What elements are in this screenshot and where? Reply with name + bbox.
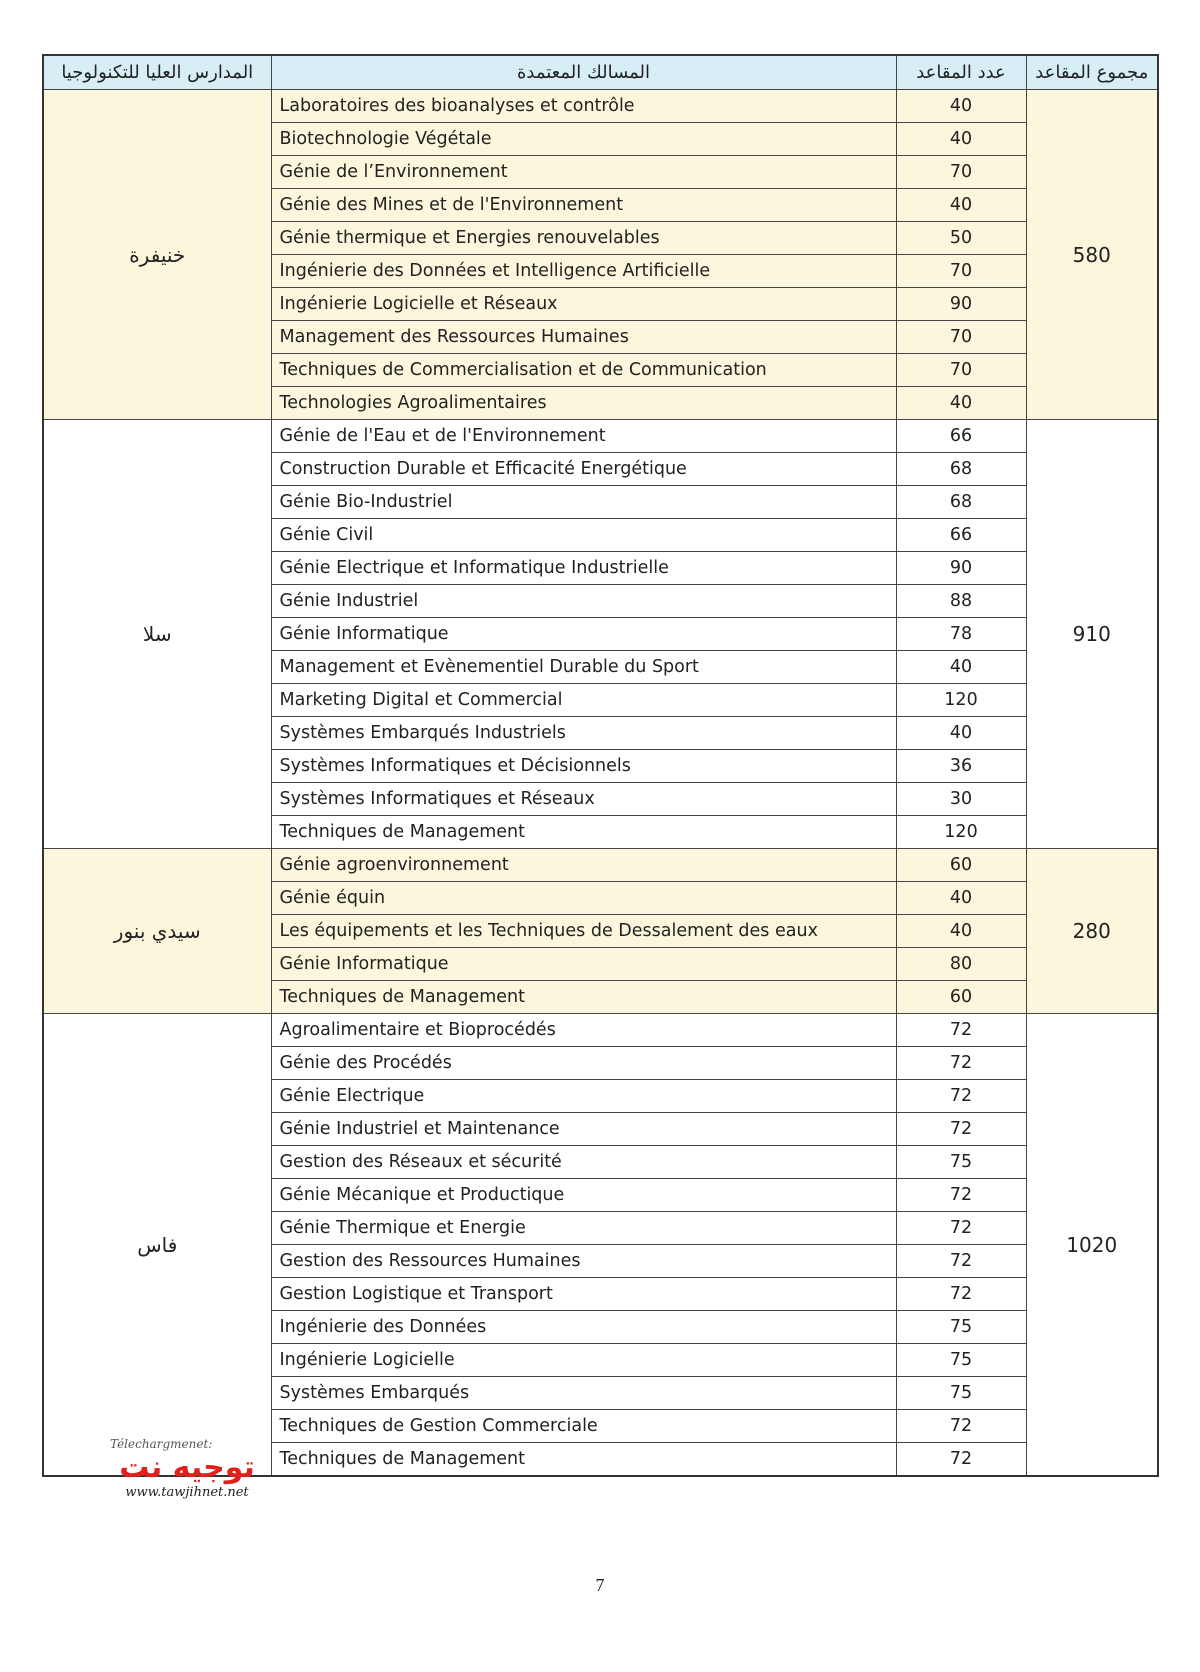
program-name: Génie Civil (271, 519, 896, 552)
program-seats: 60 (896, 981, 1026, 1014)
program-name: Génie Electrique et Informatique Industrielle (271, 552, 896, 585)
program-seats: 66 (896, 519, 1026, 552)
program-seats: 60 (896, 849, 1026, 882)
program-seats: 72 (896, 1113, 1026, 1146)
school-group (43, 90, 1158, 420)
school-total-seats: 280 (1026, 849, 1158, 1014)
program-seats: 68 (896, 453, 1026, 486)
program-seats: 40 (896, 387, 1026, 420)
program-name: Génie des Mines et de l'Environnement (271, 189, 896, 222)
header-school: المدارس العليا للتكنولوجيا (43, 55, 271, 90)
program-name: Techniques de Management (271, 981, 896, 1014)
program-seats: 90 (896, 552, 1026, 585)
program-seats: 40 (896, 882, 1026, 915)
program-name: Génie Mécanique et Productique (271, 1179, 896, 1212)
program-name: Génie Informatique (271, 948, 896, 981)
program-name: Génie agroenvironnement (271, 849, 896, 882)
program-name: Gestion des Ressources Humaines (271, 1245, 896, 1278)
program-name: Génie de l'Eau et de l'Environnement (271, 420, 896, 453)
school-name: فاس (43, 1014, 271, 1477)
program-name: Ingénierie des Données et Intelligence Artificielle (271, 255, 896, 288)
program-seats: 70 (896, 156, 1026, 189)
program-seats: 72 (896, 1212, 1026, 1245)
table-header-row (43, 55, 1158, 90)
program-seats: 66 (896, 420, 1026, 453)
program-name: Management et Evènementiel Durable du Sport (271, 651, 896, 684)
program-seats: 75 (896, 1311, 1026, 1344)
program-name: Techniques de Management (271, 1443, 896, 1477)
school-total-seats: 1020 (1026, 1014, 1158, 1477)
program-seats: 72 (896, 1179, 1026, 1212)
program-seats: 72 (896, 1047, 1026, 1080)
program-seats: 40 (896, 915, 1026, 948)
program-seats: 72 (896, 1080, 1026, 1113)
program-name: Génie Industriel et Maintenance (271, 1113, 896, 1146)
program-name: Génie thermique et Energies renouvelables (271, 222, 896, 255)
program-name: Techniques de Management (271, 816, 896, 849)
table-row (43, 849, 1158, 882)
program-seats: 75 (896, 1146, 1026, 1179)
school-name: خنيفرة (43, 90, 271, 420)
watermark-brand: توجيه نت (119, 1450, 255, 1485)
program-name: Gestion Logistique et Transport (271, 1278, 896, 1311)
watermark-logo (102, 1437, 272, 1500)
program-seats: 40 (896, 90, 1026, 123)
header-total: مجموع المقاعد (1026, 55, 1158, 90)
school-total-seats: 910 (1026, 420, 1158, 849)
table-row (43, 90, 1158, 123)
program-seats: 78 (896, 618, 1026, 651)
seats-table (42, 54, 1159, 1477)
program-name: Génie équin (271, 882, 896, 915)
program-name: Génie Informatique (271, 618, 896, 651)
program-name: Systèmes Embarqués (271, 1377, 896, 1410)
program-seats: 90 (896, 288, 1026, 321)
program-name: Ingénierie des Données (271, 1311, 896, 1344)
program-name: Agroalimentaire et Bioprocédés (271, 1014, 896, 1047)
program-name: Laboratoires des bioanalyses et contrôle (271, 90, 896, 123)
program-seats: 36 (896, 750, 1026, 783)
program-seats: 68 (896, 486, 1026, 519)
program-name: Génie Bio-Industriel (271, 486, 896, 519)
watermark-caption: Télechargmenet: (110, 1437, 213, 1451)
program-name: Techniques de Commercialisation et de Communication (271, 354, 896, 387)
program-name: Management des Ressources Humaines (271, 321, 896, 354)
page-number: 7 (595, 1575, 605, 1595)
school-group (43, 849, 1158, 1014)
program-seats: 75 (896, 1377, 1026, 1410)
program-name: Génie Industriel (271, 585, 896, 618)
program-seats: 72 (896, 1245, 1026, 1278)
program-seats: 75 (896, 1344, 1026, 1377)
program-seats: 88 (896, 585, 1026, 618)
watermark-url: www.tawjihnet.net (125, 1485, 249, 1500)
program-seats: 50 (896, 222, 1026, 255)
program-name: Techniques de Gestion Commerciale (271, 1410, 896, 1443)
program-seats: 80 (896, 948, 1026, 981)
school-group (43, 420, 1158, 849)
program-seats: 72 (896, 1443, 1026, 1477)
program-name: Systèmes Informatiques et Réseaux (271, 783, 896, 816)
program-name: Gestion des Réseaux et sécurité (271, 1146, 896, 1179)
school-total-seats: 580 (1026, 90, 1158, 420)
header-programs: المسالك المعتمدة (271, 55, 896, 90)
program-seats: 30 (896, 783, 1026, 816)
program-name: Génie Electrique (271, 1080, 896, 1113)
school-name: سيدي بنور (43, 849, 271, 1014)
program-name: Systèmes Informatiques et Décisionnels (271, 750, 896, 783)
program-seats: 70 (896, 255, 1026, 288)
program-seats: 70 (896, 321, 1026, 354)
program-name: Ingénierie Logicielle (271, 1344, 896, 1377)
program-seats: 40 (896, 189, 1026, 222)
program-seats: 72 (896, 1410, 1026, 1443)
program-name: Biotechnologie Végétale (271, 123, 896, 156)
program-seats: 120 (896, 684, 1026, 717)
program-name: Systèmes Embarqués Industriels (271, 717, 896, 750)
program-name: Marketing Digital et Commercial (271, 684, 896, 717)
program-name: Technologies Agroalimentaires (271, 387, 896, 420)
school-group (43, 1014, 1158, 1477)
school-name: سلا (43, 420, 271, 849)
program-name: Construction Durable et Efficacité Energétique (271, 453, 896, 486)
program-seats: 70 (896, 354, 1026, 387)
table-row (43, 420, 1158, 453)
program-name: Ingénierie Logicielle et Réseaux (271, 288, 896, 321)
program-seats: 72 (896, 1014, 1026, 1047)
program-seats: 40 (896, 651, 1026, 684)
program-name: Génie de l’Environnement (271, 156, 896, 189)
table-row (43, 1014, 1158, 1047)
program-seats: 40 (896, 123, 1026, 156)
program-name: Les équipements et les Techniques de Dessalement des eaux (271, 915, 896, 948)
program-seats: 40 (896, 717, 1026, 750)
program-name: Génie des Procédés (271, 1047, 896, 1080)
program-seats: 120 (896, 816, 1026, 849)
header-seats: عدد المقاعد (896, 55, 1026, 90)
program-name: Génie Thermique et Energie (271, 1212, 896, 1245)
program-seats: 72 (896, 1278, 1026, 1311)
